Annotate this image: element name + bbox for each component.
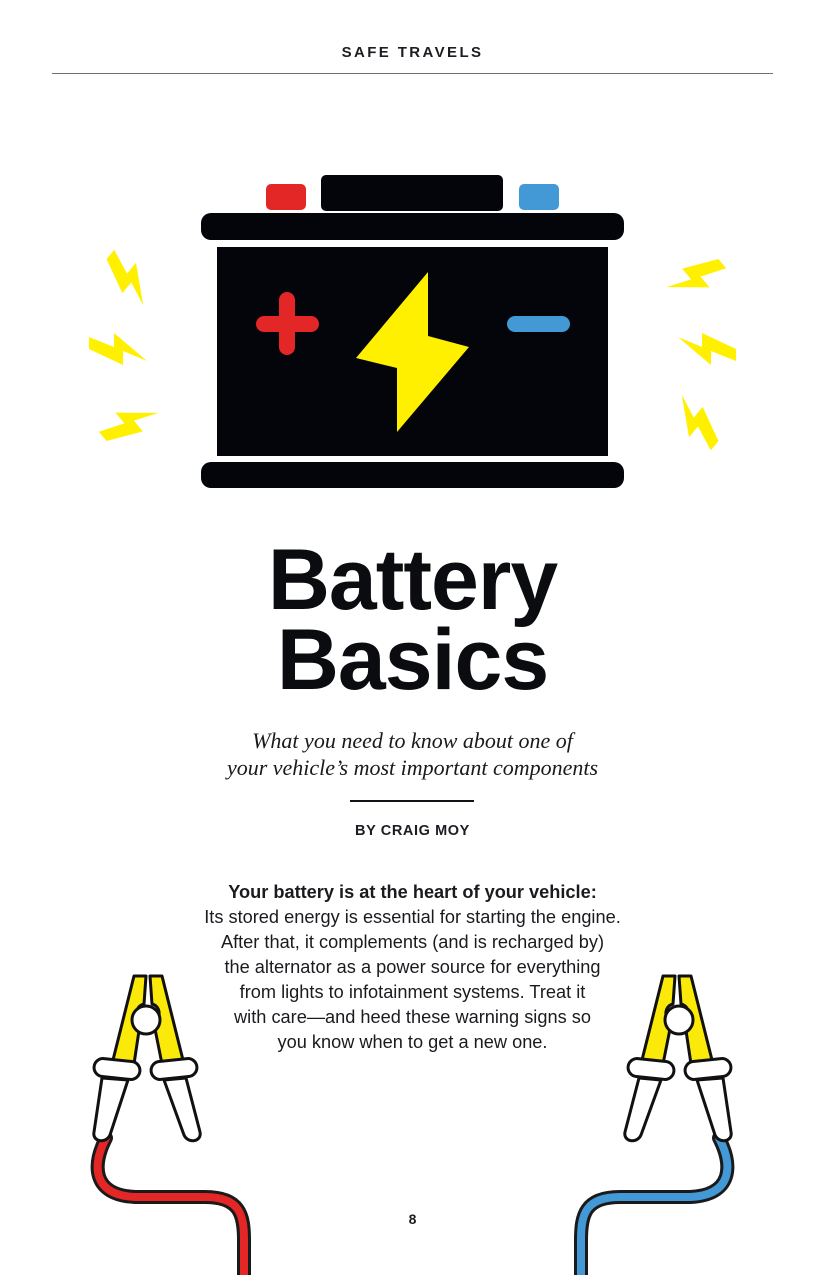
byline: BY CRAIG MOY (355, 823, 470, 839)
intro-line: you know when to get a new one. (277, 1032, 548, 1052)
subtitle-line: your vehicle’s most important components (226, 755, 599, 780)
spark-icons-right (664, 247, 736, 454)
title-line: Basics (276, 612, 549, 708)
article-title (0, 532, 825, 708)
section-header: SAFE TRAVELS (341, 44, 484, 61)
intro-line: from lights to infotainment systems. Treat it (239, 982, 586, 1002)
battery-icon (201, 175, 624, 488)
battery-handle (321, 175, 503, 211)
battery-lid (201, 213, 624, 240)
spark-icons-left (89, 247, 161, 454)
minus-icon (507, 316, 570, 332)
subtitle-divider (350, 800, 474, 802)
intro-line: After that, it complements (and is recharged by) (220, 932, 605, 952)
page-number: 8 (408, 1211, 417, 1227)
negative-terminal (519, 184, 559, 210)
battery-base (201, 462, 624, 488)
intro-line: with care—and heed these warning signs so (234, 1007, 591, 1027)
article-subtitle (0, 727, 825, 781)
intro-lead: Your battery is at the heart of your vehicle: (228, 882, 597, 902)
subtitle-line: What you need to know about one of (252, 728, 573, 753)
intro-line: Its stored energy is essential for starting the engine. (204, 907, 621, 927)
intro-line: the alternator as a power source for everything (224, 957, 601, 977)
title-line: Battery (267, 532, 558, 628)
positive-terminal (266, 184, 306, 210)
intro-paragraph (150, 880, 675, 1055)
